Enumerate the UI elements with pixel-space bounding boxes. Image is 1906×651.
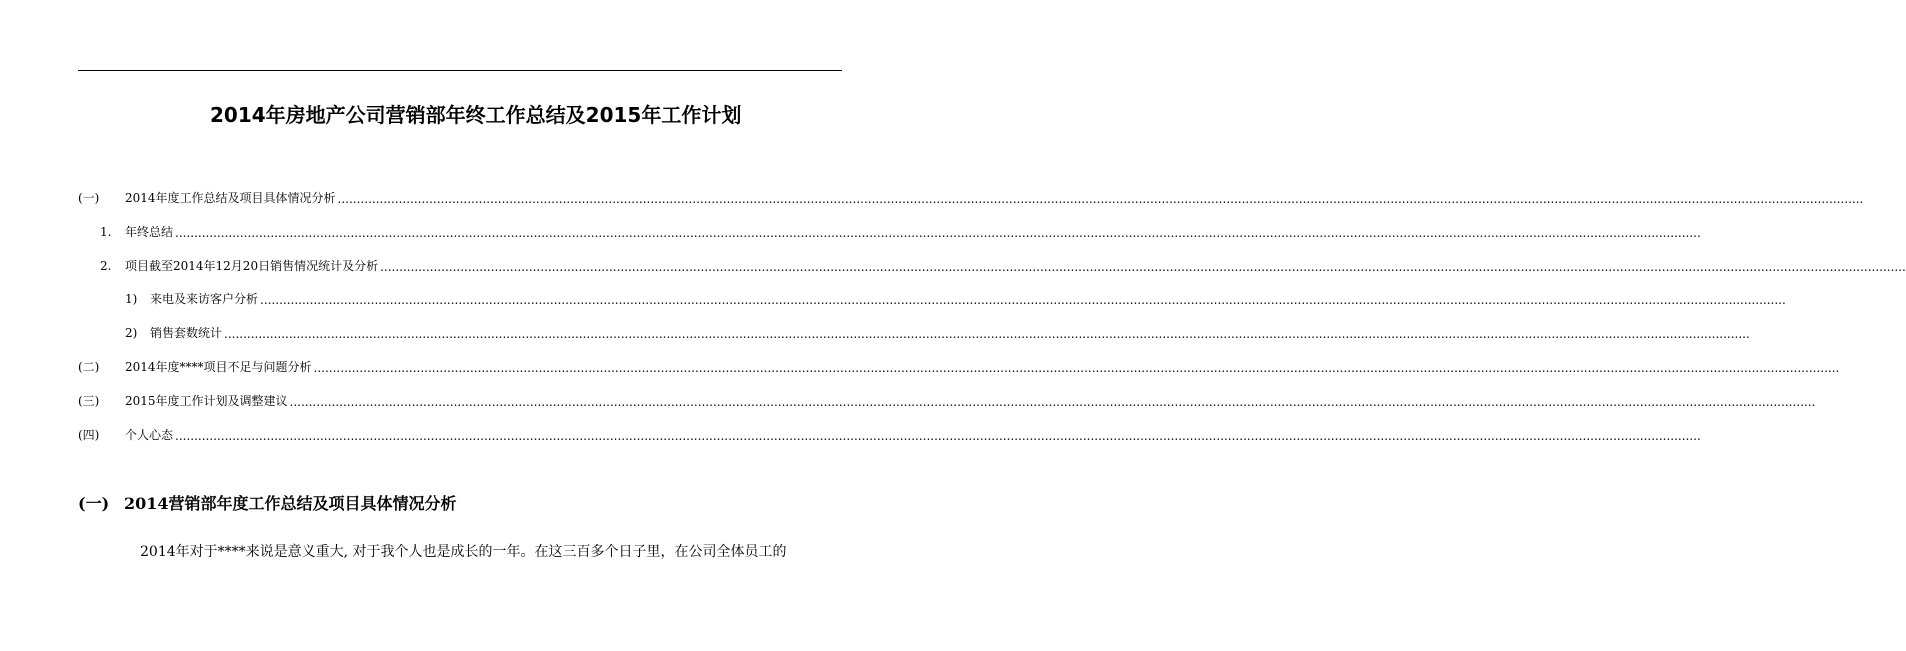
toc-leader-dots: ................................................................................................................................................................................................................................................................................................................................................................................................................ (260, 293, 1786, 308)
toc-entry-number: (一) (78, 191, 100, 205)
toc-leader-dots: ................................................................................................................................................................................................................................................................................................................................................................................................................ (380, 259, 1906, 274)
toc-entry-number: 2. (100, 258, 112, 273)
toc-entry-label: 销售套数统计 (150, 326, 223, 341)
toc-entry[interactable] (78, 423, 1701, 443)
toc-entry[interactable] (78, 186, 1864, 206)
toc-leader-dots: ................................................................................................................................................................................................................................................................................................................................................................................................................ (175, 428, 1701, 443)
toc-entry-label: 来电及来访客户分析 (150, 292, 259, 307)
body-paragraph: 2014年对于****来说是意义重大, 对于我个人也是成长的一年。在这三百多个日子里，在公司全体员工的 (140, 544, 787, 560)
document-title: 2014年房地产公司营销部年终工作总结及2015年工作计划 (210, 103, 742, 127)
toc-leader-dots: ................................................................................................................................................................................................................................................................................................................................................................................................................ (224, 327, 1750, 342)
section-heading (78, 492, 457, 516)
toc-entry[interactable] (100, 220, 1701, 240)
toc-entry-label: 年终总结 (125, 224, 174, 239)
toc-entry[interactable] (125, 321, 1750, 342)
toc-entry-number: (二) (78, 360, 100, 374)
toc-entry-number: (四) (78, 427, 100, 442)
toc-entry-label: 项目截至2014年12月20日销售情况统计及分析 (125, 258, 379, 273)
toc-entry-number: (三) (78, 393, 100, 408)
toc-leader-dots: ................................................................................................................................................................................................................................................................................................................................................................................................................ (337, 192, 1864, 206)
header-rule (78, 70, 842, 71)
toc-entry-number: 2) (125, 326, 138, 341)
toc-entry-label: 2015年度工作计划及调整建议 (125, 393, 288, 408)
section-number: (一) (78, 494, 110, 513)
toc-leader-dots: ................................................................................................................................................................................................................................................................................................................................................................................................................ (289, 394, 1816, 409)
toc-entry[interactable] (100, 254, 1906, 274)
section-title: 2014营销部年度工作总结及项目具体情况分析 (124, 494, 457, 513)
toc-leader-dots: ................................................................................................................................................................................................................................................................................................................................................................................................................ (175, 225, 1701, 240)
toc-entry[interactable] (78, 389, 1816, 409)
toc-entry-label: 个人心态 (125, 427, 174, 442)
toc-entry-number: 1. (100, 224, 112, 239)
toc-entry-label: 2014年度****项目不足与问题分析 (125, 360, 312, 374)
toc-entry[interactable] (78, 355, 1840, 375)
toc-leader-dots: ................................................................................................................................................................................................................................................................................................................................................................................................................ (313, 361, 1840, 375)
toc-entry-label: 2014年度工作总结及项目具体情况分析 (125, 191, 336, 205)
toc-entry[interactable] (125, 287, 1786, 308)
toc-entry-number: 1) (125, 292, 138, 307)
